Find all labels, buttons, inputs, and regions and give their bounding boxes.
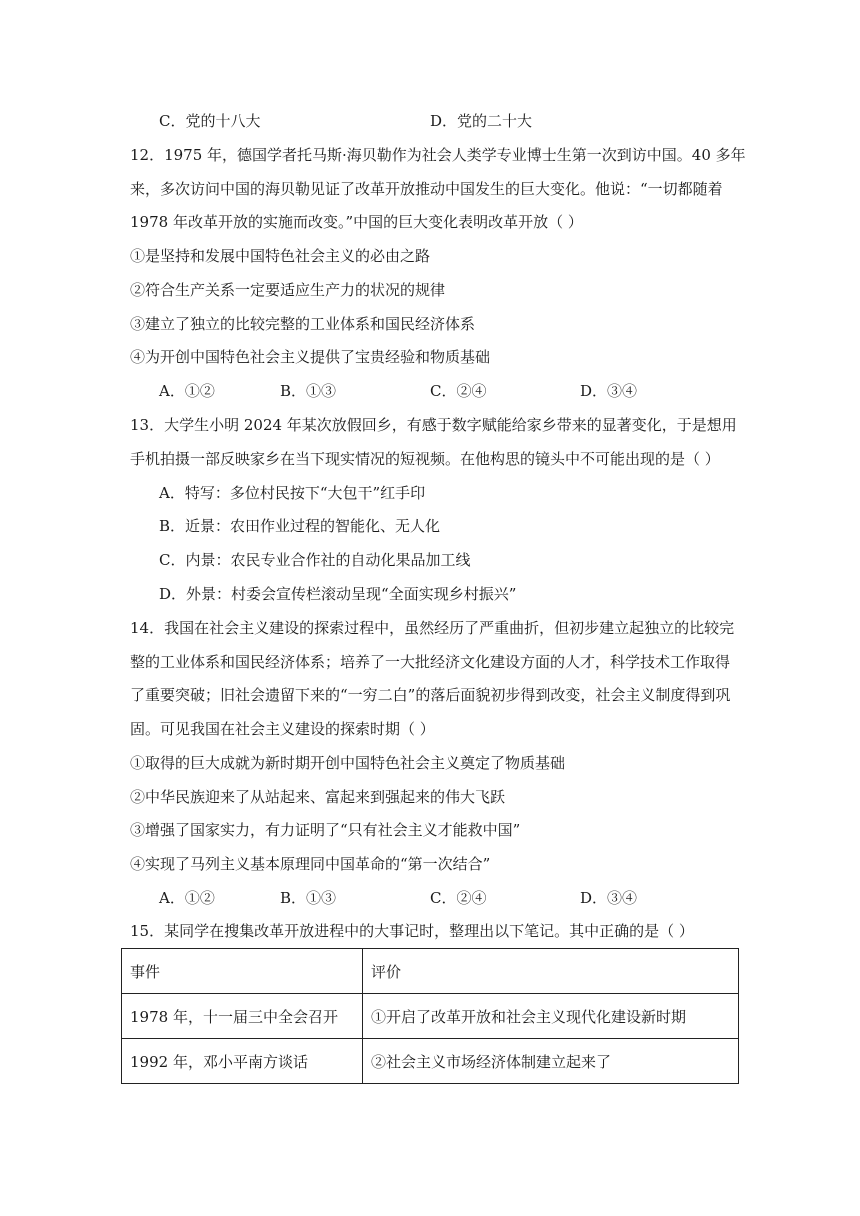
- q12-statement-1: ①是坚持和发展中国特色社会主义的必由之路: [130, 247, 431, 265]
- q12-stem-line-2: 来，多次访问中国的海贝勒见证了改革开放推动中国发生的巨大变化。他说：“一切都随着: [130, 180, 723, 198]
- q15-stem: 15．某同学在搜集改革开放进程中的大事记时，整理出以下笔记。其中正确的是（ ）: [130, 922, 694, 940]
- q12-stem-line-3: 1978 年改革开放的实施而改变。”中国的巨大变化表明改革开放（ ）: [130, 213, 583, 231]
- q14-stem-line-4: 固。可见我国在社会主义建设的探索时期（ ）: [130, 720, 435, 738]
- q12-option-d: D．③④: [580, 382, 638, 400]
- table-header-cell: 评价: [363, 949, 739, 994]
- table-row: [122, 994, 739, 1039]
- q14-option-a: A．①②: [159, 889, 215, 907]
- table-cell: 1978 年，十一届三中全会召开: [122, 994, 363, 1039]
- q13-option-a: A．特写：多位村民按下“大包干”红手印: [159, 484, 426, 502]
- q12-statement-2: ②符合生产关系一定要适应生产力的状况的规律: [130, 281, 446, 299]
- q12-option-c: C．②④: [430, 382, 487, 400]
- q13-option-d: D．外景：村委会宣传栏滚动呈现“全面实现乡村振兴”: [159, 585, 517, 603]
- table-header-cell: 事件: [122, 949, 363, 994]
- table-cell: ①开启了改革开放和社会主义现代化建设新时期: [363, 994, 739, 1039]
- q14-statement-3: ③增强了国家实力，有力证明了“只有社会主义才能救中国”: [130, 821, 521, 839]
- q13-stem-line-2: 手机拍摄一部反映家乡在当下现实情况的短视频。在他构思的镜头中不可能出现的是（ ）: [130, 450, 720, 468]
- table-row: [122, 1039, 739, 1084]
- q12-statement-3: ③建立了独立的比较完整的工业体系和国民经济体系: [130, 315, 476, 333]
- q14-option-b: B．①③: [280, 889, 337, 907]
- table-cell: ②社会主义市场经济体制建立起来了: [363, 1039, 739, 1084]
- q13-stem-line-1: 13．大学生小明 2024 年某次放假回乡，有感于数字赋能给家乡带来的显著变化，于是想用: [130, 416, 737, 434]
- q14-statement-1: ①取得的巨大成就为新时期开创中国特色社会主义奠定了物质基础: [130, 754, 566, 772]
- q14-stem-line-2: 整的工业体系和国民经济体系；培养了一大批经济文化建设方面的人才，科学技术工作取得: [130, 653, 731, 671]
- q11-option-c: C．党的十八大: [159, 112, 261, 130]
- q12-option-a: A．①②: [159, 382, 215, 400]
- q14-statement-4: ④实现了马列主义基本原理同中国革命的“第一次结合”: [130, 855, 491, 873]
- q13-option-b: B．近景：农田作业过程的智能化、无人化: [159, 517, 441, 535]
- q12-statement-4: ④为开创中国特色社会主义提供了宝贵经验和物质基础: [130, 348, 491, 366]
- q14-stem-line-1: 14．我国在社会主义建设的探索过程中，虽然经历了严重曲折，但初步建立起独立的比较完: [130, 619, 735, 637]
- q11-option-d: D．党的二十大: [430, 112, 533, 130]
- q14-stem-line-3: 了重要突破；旧社会遗留下来的“一穷二白”的落后面貌初步得到改变，社会主义制度得到巩: [130, 686, 731, 704]
- q13-option-c: C．内景：农民专业合作社的自动化果品加工线: [159, 551, 471, 569]
- q14-option-d: D．③④: [580, 889, 638, 907]
- table-cell: 1992 年，邓小平南方谈话: [122, 1039, 363, 1084]
- q12-stem-line-1: 12．1975 年，德国学者托马斯·海贝勒作为社会人类学专业博士生第一次到访中国。40 多年: [130, 146, 746, 164]
- q12-option-b: B．①③: [280, 382, 337, 400]
- table-header-row: [122, 949, 739, 994]
- events-table: [121, 948, 739, 1084]
- q14-statement-2: ②中华民族迎来了从站起来、富起来到强起来的伟大飞跃: [130, 788, 506, 806]
- q14-option-c: C．②④: [430, 889, 487, 907]
